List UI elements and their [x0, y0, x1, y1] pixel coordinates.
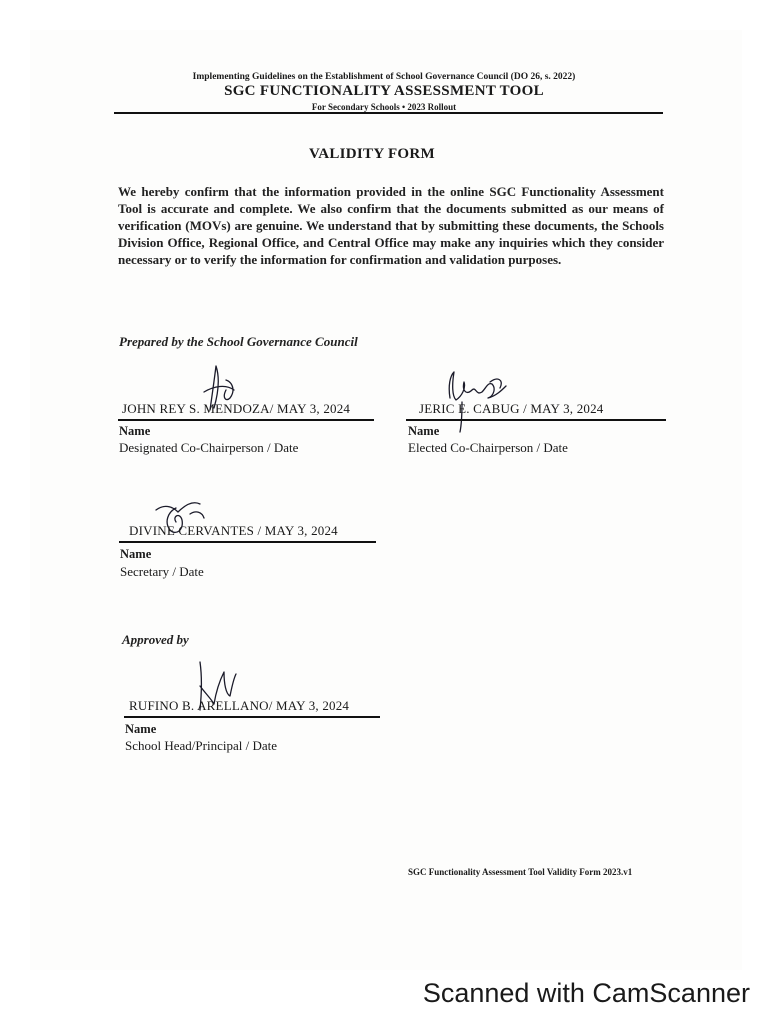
form-version-reference: SGC Functionality Assessment Tool Validity Form 2023.v1	[408, 867, 633, 877]
name-label: Name	[119, 424, 151, 438]
signature-line	[118, 419, 374, 421]
signatory-name-date: JERIC E. CABUG / MAY 3, 2024	[419, 401, 604, 416]
tool-title: SGC FUNCTIONALITY ASSESSMENT TOOL	[224, 83, 544, 99]
scanned-page	[30, 30, 742, 970]
form-title: VALIDITY FORM	[309, 146, 435, 162]
camscanner-watermark: Scanned with CamScanner	[422, 978, 750, 1008]
name-label: Name	[120, 547, 152, 561]
confirmation-statement: We hereby confirm that the information provided in the online SGC Functionality Assessment Tool is accurate and complete. We also confirm that the documents submitted as our means of verification (MOVs) are genuine. We understand that by submitting these documents, the Schools Division Office, Regional Office, and Central Office may make any inquiries which they consider necessary or to verify the information for confirmation and validation purposes.	[118, 184, 664, 267]
signatory-role: Designated Co-Chairperson / Date	[119, 440, 299, 455]
signatory-role: School Head/Principal / Date	[125, 738, 277, 753]
prepared-by-label: Prepared by the School Governance Council	[119, 334, 358, 349]
header-divider	[114, 112, 663, 114]
signatory-role: Secretary / Date	[120, 564, 204, 579]
name-label: Name	[125, 722, 157, 736]
signatory-name-date: RUFINO B. ARELLANO/ MAY 3, 2024	[129, 698, 350, 713]
signature-line	[124, 716, 380, 718]
signatory-name-date: JOHN REY S. MENDOZA/ MAY 3, 2024	[122, 401, 351, 416]
signature-line	[406, 419, 666, 421]
name-label: Name	[408, 424, 440, 438]
tool-subtitle: For Secondary Schools • 2023 Rollout	[311, 102, 457, 112]
signature-line	[119, 541, 376, 543]
approved-by-label: Approved by	[122, 632, 189, 647]
signatory-role: Elected Co-Chairperson / Date	[408, 440, 568, 455]
signatory-name-date: DIVINE CERVANTES / MAY 3, 2024	[129, 523, 338, 538]
guidelines-line: Implementing Guidelines on the Establishment of School Governance Council (DO 26, s. 2022)	[192, 72, 576, 82]
